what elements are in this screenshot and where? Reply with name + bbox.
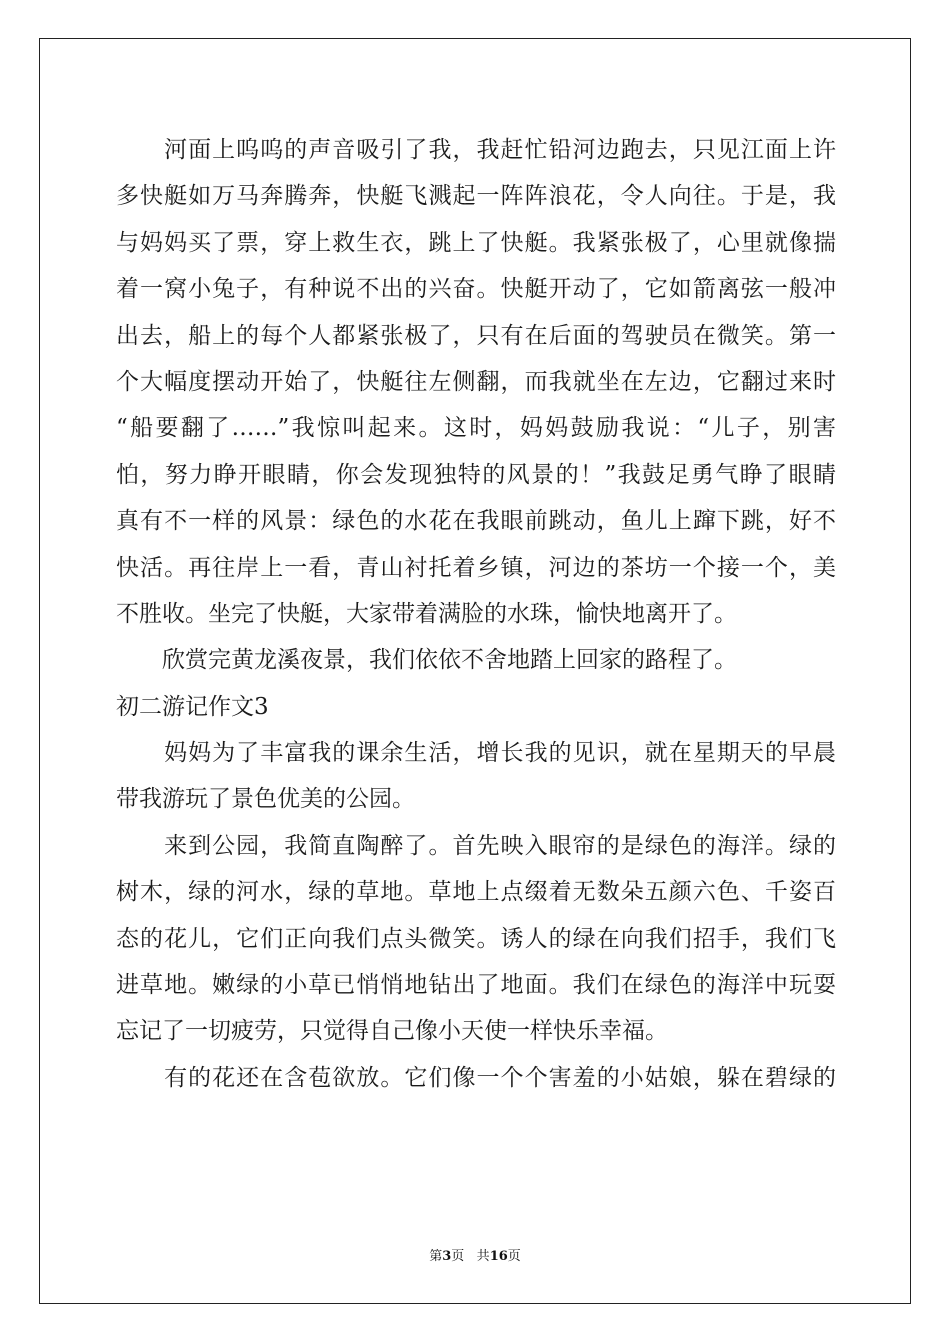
document-body	[116, 127, 836, 1101]
text-line: 快活。再往岸上一看，青山衬托着乡镇，河边的茶坊一个接一个，美	[116, 554, 836, 581]
text-line: 多快艇如万马奔腾奔，快艇飞溅起一阵阵浪花，令人向往。于是，我	[116, 183, 836, 210]
text-line: 初二游记作文3	[116, 693, 269, 720]
text-line: 与妈妈买了票，穿上救生衣，跳上了快艇。我紧张极了，心里就像揣	[116, 229, 836, 256]
page-number: 3	[442, 1249, 452, 1264]
text-line: 出去，船上的每个人都紧张极了，只有在后面的驾驶员在微笑。第一	[116, 322, 836, 349]
total-pages: 16	[489, 1249, 508, 1264]
text-line: 个大幅度摆动开始了，快艇往左侧翻，而我就坐在左边，它翻过来时	[116, 368, 836, 395]
text-line: 忘记了一切疲劳，只觉得自己像小天使一样快乐幸福。	[116, 1018, 668, 1045]
text-line: 河面上呜呜的声音吸引了我，我赶忙铅河边跑去，只见江面上许	[116, 137, 836, 163]
text-line: 欣赏完黄龙溪夜景，我们依依不舍地踏上回家的路程了。	[116, 647, 737, 674]
page-prefix: 第	[429, 1249, 443, 1264]
text-line: 带我游玩了景色优美的公园。	[116, 786, 415, 813]
text-line: 来到公园，我简直陶醉了。首先映入眼帘的是绿色的海洋。绿的	[116, 832, 836, 859]
text-line: 怕，努力睁开眼睛，你会发现独特的风景的！”我鼓足勇气睁了眼睛	[116, 461, 836, 488]
page-footer	[0, 1245, 950, 1264]
text-line: 进草地。嫩绿的小草已悄悄地钻出了地面。我们在绿色的海洋中玩耍	[116, 972, 836, 999]
text-line: 不胜收。坐完了快艇，大家带着满脸的水珠，愉快地离开了。	[116, 600, 737, 627]
total-suffix: 页	[507, 1249, 521, 1264]
text-line: “船要翻了……”我惊叫起来。这时，妈妈鼓励我说：“儿子，别害	[116, 415, 836, 442]
text-line: 树木，绿的河水，绿的草地。草地上点缀着无数朵五颜六色、千姿百	[116, 879, 836, 906]
page-suffix: 页	[451, 1249, 465, 1264]
text-line: 态的花儿，它们正向我们点头微笑。诱人的绿在向我们招手，我们飞	[116, 925, 836, 952]
text-line: 真有不一样的风景：绿色的水花在我眼前跳动，鱼儿上蹿下跳，好不	[116, 508, 836, 535]
text-line: 有的花还在含苞欲放。它们像一个个害羞的小姑娘，躲在碧绿的	[116, 1064, 836, 1091]
text-line: 着一窝小兔子，有种说不出的兴奋。快艇开动了，它如箭离弦一般冲	[116, 276, 836, 303]
total-prefix: 共	[476, 1249, 490, 1264]
text-line: 妈妈为了丰富我的课余生活，增长我的见识，就在星期天的早晨	[116, 740, 836, 767]
